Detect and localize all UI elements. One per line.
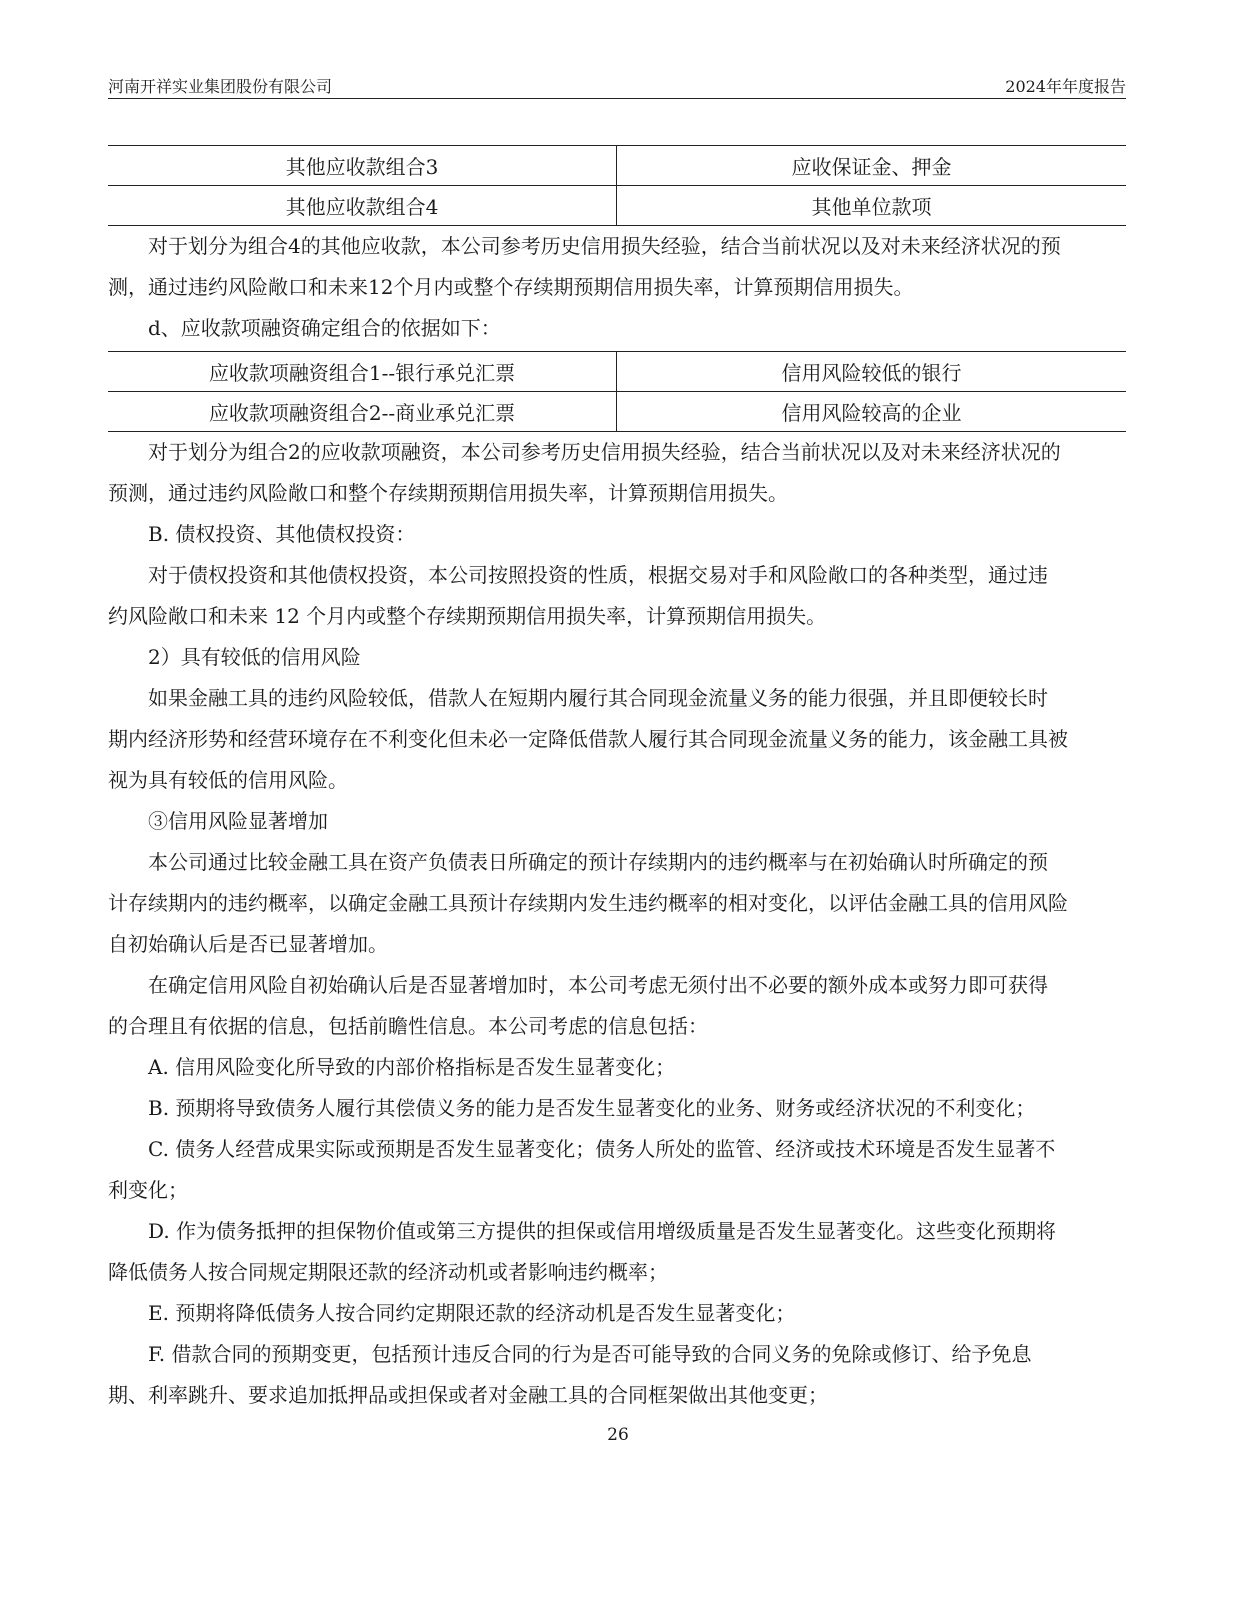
- section-heading: 2）具有较低的信用风险: [148, 645, 361, 669]
- page-header: [108, 68, 1126, 99]
- document-body: [108, 145, 1126, 1416]
- header-report-title: 2024年年度报告: [1005, 77, 1126, 96]
- table-cell: 信用风险较高的企业: [617, 392, 1127, 432]
- list-item-continuation: 降低债务人按合同规定期限还款的经济动机或者影响违约概率；: [108, 1260, 668, 1284]
- list-item-continuation: 利变化；: [108, 1178, 188, 1202]
- paragraph-line: 期内经济形势和经营环境存在不利变化但未必一定降低借款人履行其合同现金流量义务的能力，该金融工具被: [108, 727, 1068, 751]
- table-cell: 其他单位款项: [617, 186, 1127, 226]
- table-cell: 其他应收款组合4: [108, 186, 617, 226]
- list-item: E. 预期将降低债务人按合同约定期限还款的经济动机是否发生显著变化；: [148, 1301, 796, 1325]
- section-heading: B. 债权投资、其他债权投资：: [148, 522, 416, 546]
- table-cell: 其他应收款组合3: [108, 146, 617, 186]
- list-item: D. 作为债务抵押的担保物价值或第三方提供的担保或信用增级质量是否发生显著变化。这些变化预期将: [148, 1219, 1057, 1243]
- paragraph-line: 约风险敞口和未来 12 个月内或整个存续期预期信用损失率，计算预期信用损失。: [108, 604, 827, 628]
- section-heading: d、应收款项融资确定组合的依据如下：: [148, 316, 501, 340]
- table-row: [108, 392, 1126, 432]
- paragraph-line: 计存续期内的违约概率，以确定金融工具预计存续期内发生违约概率的相对变化，以评估金融工具的信用风险: [108, 891, 1068, 915]
- page-number: 26: [607, 1425, 629, 1445]
- paragraph-line: 对于债权投资和其他债权投资，本公司按照投资的性质，根据交易对手和风险敞口的各种类型，通过违: [148, 563, 1048, 587]
- list-item: C. 债务人经营成果实际或预期是否发生显著变化；债务人所处的监管、经济或技术环境是否发生显著不: [148, 1137, 1056, 1161]
- paragraph-line: 如果金融工具的违约风险较低，借款人在短期内履行其合同现金流量义务的能力很强，并且即便较长时: [148, 686, 1048, 710]
- paragraph-line: 对于划分为组合4的其他应收款，本公司参考历史信用损失经验，结合当前状况以及对未来经济状况的预: [148, 234, 1061, 258]
- list-item: B. 预期将导致债务人履行其偿债义务的能力是否发生显著变化的业务、财务或经济状况的不利变化；: [148, 1096, 1036, 1120]
- other-receivables-table: [108, 145, 1126, 226]
- paragraph-line: 的合理且有依据的信息，包括前瞻性信息。本公司考虑的信息包括：: [108, 1014, 708, 1038]
- table-cell: 信用风险较低的银行: [617, 352, 1127, 392]
- header-company: 河南开祥实业集团股份有限公司: [108, 77, 333, 96]
- table-row: [108, 146, 1126, 186]
- paragraph-line: 视为具有较低的信用风险。: [108, 768, 348, 792]
- paragraph-line: 对于划分为组合2的应收款项融资，本公司参考历史信用损失经验，结合当前状况以及对未来经济状况的: [148, 440, 1061, 464]
- paragraph-line: 本公司通过比较金融工具在资产负债表日所确定的预计存续期内的违约概率与在初始确认时所确定的预: [148, 850, 1048, 874]
- table-row: [108, 352, 1126, 392]
- paragraph-line: 预测，通过违约风险敞口和整个存续期预期信用损失率，计算预期信用损失。: [108, 481, 788, 505]
- paragraph-line: 测，通过违约风险敞口和未来12个月内或整个存续期预期信用损失率，计算预期信用损失。: [108, 275, 914, 299]
- list-item: F. 借款合同的预期变更，包括预计违反合同的行为是否可能导致的合同义务的免除或修订、给予免息: [148, 1342, 1032, 1366]
- list-item: A. 信用风险变化所导致的内部价格指标是否发生显著变化；: [148, 1055, 676, 1079]
- paragraph-line: 在确定信用风险自初始确认后是否显著增加时，本公司考虑无须付出不必要的额外成本或努力即可获得: [148, 973, 1048, 997]
- table-row: [108, 186, 1126, 226]
- table-cell: 应收保证金、押金: [617, 146, 1127, 186]
- table-cell: 应收款项融资组合2--商业承兑汇票: [108, 392, 617, 432]
- receivables-financing-table: [108, 351, 1126, 432]
- paragraph-line: 自初始确认后是否已显著增加。: [108, 932, 388, 956]
- list-item-continuation: 期、利率跳升、要求追加抵押品或担保或者对金融工具的合同框架做出其他变更；: [108, 1383, 828, 1407]
- table-cell: 应收款项融资组合1--银行承兑汇票: [108, 352, 617, 392]
- section-heading: ③信用风险显著增加: [148, 809, 328, 833]
